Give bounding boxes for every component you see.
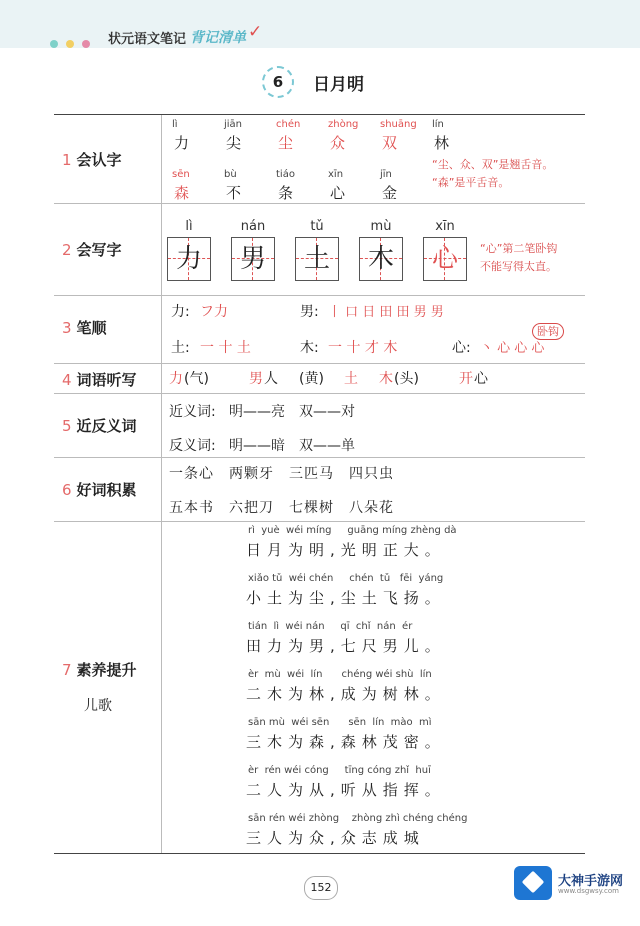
stroke-seq-xin: 丶 心 心 心 [480,341,545,356]
character: 森 [174,184,190,202]
row-divider [54,457,585,458]
good-words-line-1: 一条心 两颗牙 三匹马 四只虫 [169,466,394,482]
grid-character: 力 [175,244,202,274]
character: 尘 [278,134,294,152]
dictation-part: 力 [169,371,183,387]
row-divider [54,521,585,522]
stroke-label-nan: 男: [300,304,319,320]
stroke-label-xin: 心: [452,340,471,356]
poem-pinyin: èr mù wéi lín chéng wéi shù lín [248,669,432,680]
dictation-part: (头) [394,371,419,387]
character: 林 [434,134,450,152]
row-label-synonyms: 5 近反义词 [62,417,137,435]
watermark-logo-icon [514,866,552,900]
poem-pinyin: xiǎo tǔ wéi chén chén tǔ fēi yáng [248,573,444,584]
writing-note: “心”第二笔卧钩 [480,242,558,255]
character: 尖 [226,134,242,152]
dictation-part: (黄) [299,371,324,387]
character: 众 [330,134,346,152]
row-divider [54,203,585,204]
character: 条 [278,184,294,202]
dictation-part: 土 [344,371,358,387]
poem-line: 田力为男,七尺男儿。 [246,637,446,655]
grid-pinyin: xīn [435,219,455,234]
row-label-stroke-order: 3 笔顺 [62,319,107,337]
pinyin: sēn [172,169,190,180]
dictation-part: 男 [249,371,263,387]
grid-pinyin: tǔ [310,219,324,234]
stroke-seq-nan: 丨 口 日 田 田 男 男 [328,305,444,320]
series-title: 状元语文笔记 [108,32,187,47]
poem-pinyin: sān mù wéi sēn sēn lín mào mì [248,717,432,728]
character: 力 [174,134,190,152]
grid-pinyin: mù [370,219,392,234]
watermark-url: www.dsgwsy.com [558,887,619,895]
tianzige-box [423,237,467,281]
page-number: 152 [304,876,338,900]
row-divider [54,295,585,296]
synonym-pairs: 明——亮 双——对 [229,404,355,420]
pinyin: lì [172,119,178,130]
dot-icon [82,40,90,48]
character: 不 [226,184,242,202]
antonym-pairs: 明——暗 双——单 [229,438,355,454]
dictation-part: 心 [474,371,488,387]
pronunciation-note: “尘、众、双”是翘舌音。 [432,158,554,171]
row-divider [54,363,585,364]
stroke-seq-li: フ力 [200,304,228,320]
hook-callout: 卧钩 [532,323,564,340]
notes-table [54,114,585,854]
pinyin: zhòng [328,119,359,130]
pinyin: shuāng [380,119,417,130]
good-words-line-2: 五本书 六把刀 七棵树 八朵花 [169,500,394,516]
dot-icon [66,40,74,48]
dictation-part: 开 [459,371,473,387]
dictation-part: (气) [184,371,209,387]
tianzige-box [167,237,211,281]
grid-pinyin: lì [185,219,193,234]
poem-pinyin: rì yuè wéi míng guāng míng zhèng dà [248,525,457,536]
row-label-recognize: 1 会认字 [62,151,122,169]
watermark-text: 大神手游网 [558,874,624,889]
antonym-label: 反义词: [169,438,216,454]
poem-line: 三人为众,众志成城 [246,829,425,847]
tianzige-box [231,237,275,281]
row-label-write: 2 会写字 [62,241,122,259]
character: 双 [382,134,398,152]
dictation-part: 人 [264,371,278,387]
poem-line: 小土为尘,尘土飞扬。 [246,589,446,607]
poem-line: 三木为森,森林茂密。 [246,733,446,751]
lesson-number: 6 [262,66,294,98]
poem-pinyin: tián lì wéi nán qī chǐ nán ér [248,621,413,632]
poem-line: 日月为明,光明正大。 [246,541,446,559]
pronunciation-note: “森”是平舌音。 [432,176,510,189]
pinyin: jīn [380,169,392,180]
stroke-label-tu: 土: [171,340,190,356]
poem-line: 二木为林,成为树林。 [246,685,446,703]
tianzige-box [295,237,339,281]
row-label-literacy: 7 素养提升 [62,661,137,679]
row-divider [54,393,585,394]
series-tag: 背记清单 [190,30,246,46]
lesson-title: 日月明 [313,75,364,95]
synonym-label: 近义词: [169,404,216,420]
grid-character: 木 [367,244,394,274]
row-label-good-words: 6 好词积累 [62,481,137,499]
stroke-label-mu: 木: [300,340,319,356]
row-label-dictation: 4 词语听写 [62,371,137,389]
pinyin: chén [276,119,301,130]
dot-icon [50,40,58,48]
grid-character: 土 [303,244,330,274]
dictation-part: 木 [379,371,393,387]
check-icon: ✓ [248,22,263,42]
grid-character: 男 [239,244,266,274]
stroke-seq-tu: 一 十 土 [200,340,251,356]
poem-pinyin: èr rén wéi cóng tīng cóng zhǐ huī [248,765,431,776]
poem-line: 二人为从,听从指挥。 [246,781,446,799]
pinyin: lín [432,119,444,130]
character: 金 [382,184,398,202]
character: 心 [330,184,346,202]
pinyin: jiān [224,119,243,130]
stroke-label-li: 力: [171,304,190,320]
stroke-seq-mu: 一 十 才 木 [328,340,398,356]
grid-pinyin: nán [240,219,266,234]
grid-character: 心 [431,244,458,274]
pinyin: bù [224,169,237,180]
decorative-dots [50,33,98,52]
nursery-rhyme-label: 儿歌 [84,698,112,714]
writing-note: 不能写得太直。 [480,260,557,273]
poem-pinyin: sān rén wéi zhòng zhòng zhì chéng chéng [248,813,468,824]
tianzige-box [359,237,403,281]
pinyin: xīn [328,169,344,180]
pinyin: tiáo [276,169,295,180]
